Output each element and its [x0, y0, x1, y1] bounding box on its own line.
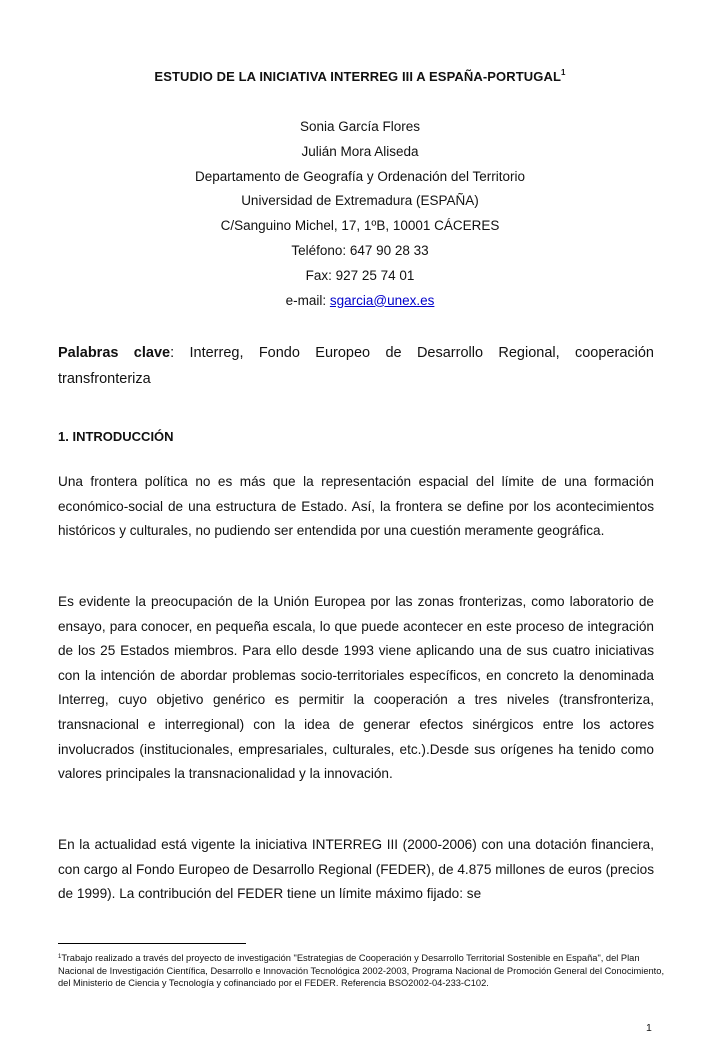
author-block [0, 115, 720, 313]
keywords-paragraph [58, 340, 654, 392]
paper-title [0, 68, 720, 84]
paragraph-3: En la actualidad está vigente la iniciativa INTERREG III (2000-2006) con una dotación financiera, con cargo al Fondo Europeo de Desarrollo Regional (FEDER), de 4.875 millones de euros (precios de 1999). La contribución del FEDER tiene un límite máximo fijado: se [58, 837, 654, 902]
author-email-line [0, 289, 720, 314]
author-address: C/Sanguino Michel, 17, 1ºB, 10001 CÁCERES [220, 218, 500, 234]
footnote-text: Trabajo realizado a través del proyecto de investigación "Estrategias de Cooperación y Desarrollo Territorial Sostenible en España", del Plan Nacional de Investigación Científica, Desarrollo e Innovación Tecnológica 2002-2003, Programa Nacional de Promoción General del Conocimiento, del Ministerio de Ciencia y Tecnología y cofinanciado por el FEDER. Referencia BSO2002-04-233-C102. [58, 953, 665, 988]
email-prefix: e-mail: [285, 292, 330, 308]
footnote [58, 951, 678, 990]
author-phone: Teléfono: 647 90 28 33 [291, 242, 429, 258]
footnote-divider [58, 943, 246, 944]
email-link[interactable]: sgarcia@unex.es [329, 292, 435, 308]
section-heading: 1. INTRODUCCIÓN [58, 429, 174, 444]
page-number: 1 [646, 1022, 652, 1034]
paragraph-1: Una frontera política no es más que la representación espacial del límite de una formación económico-social de una estructura de Estado. Así, la frontera se define por los acontecimientos históricos y culturales, no pudiendo ser entendida por una cuestión meramente geográfica. [58, 474, 654, 539]
keywords-text: : Interreg, Fondo Europeo de Desarrollo Regional, cooperación transfronteriza [58, 345, 654, 387]
author-fax: Fax: 927 25 74 01 [305, 267, 415, 283]
title-footnote-mark: 1 [561, 68, 566, 77]
footnote-mark: 1 [58, 954, 62, 960]
author-university: Universidad de Extremadura (ESPAÑA) [241, 193, 479, 209]
author-department: Departamento de Geografía y Ordenación del Territorio [195, 168, 525, 184]
author-name-1: Sonia García Flores [299, 119, 421, 134]
paragraph-2: Es evidente la preocupación de la Unión Europea por las zonas fronterizas, como laboratorio de ensayo, para conocer, en pequeña escala, lo que puede acontecer en este proceso de integración de los 25 Estados miembros. Para ello desde 1993 viene aplicando una de sus cuatro iniciativas con la intención de abordar problemas socio-territoriales específicos, en concreto la denominada Interreg, cuyo objetivo genérico es permitir la cooperación a tres niveles (transfronteriza, transnacional e interregional) con la idea de generar efectos sinérgicos entre los actores involucrados (institucionales, empresariales, culturales, etc.).Desde sus orígenes ha tenido como valores principales la transnacionalidad y la innovación. [58, 594, 654, 782]
author-name-2: Julián Mora Aliseda [301, 143, 419, 159]
title-text: ESTUDIO DE LA INICIATIVA INTERREG III A ESPAÑA-PORTUGAL [154, 69, 562, 84]
keywords-label: Palabras clave [58, 345, 171, 361]
